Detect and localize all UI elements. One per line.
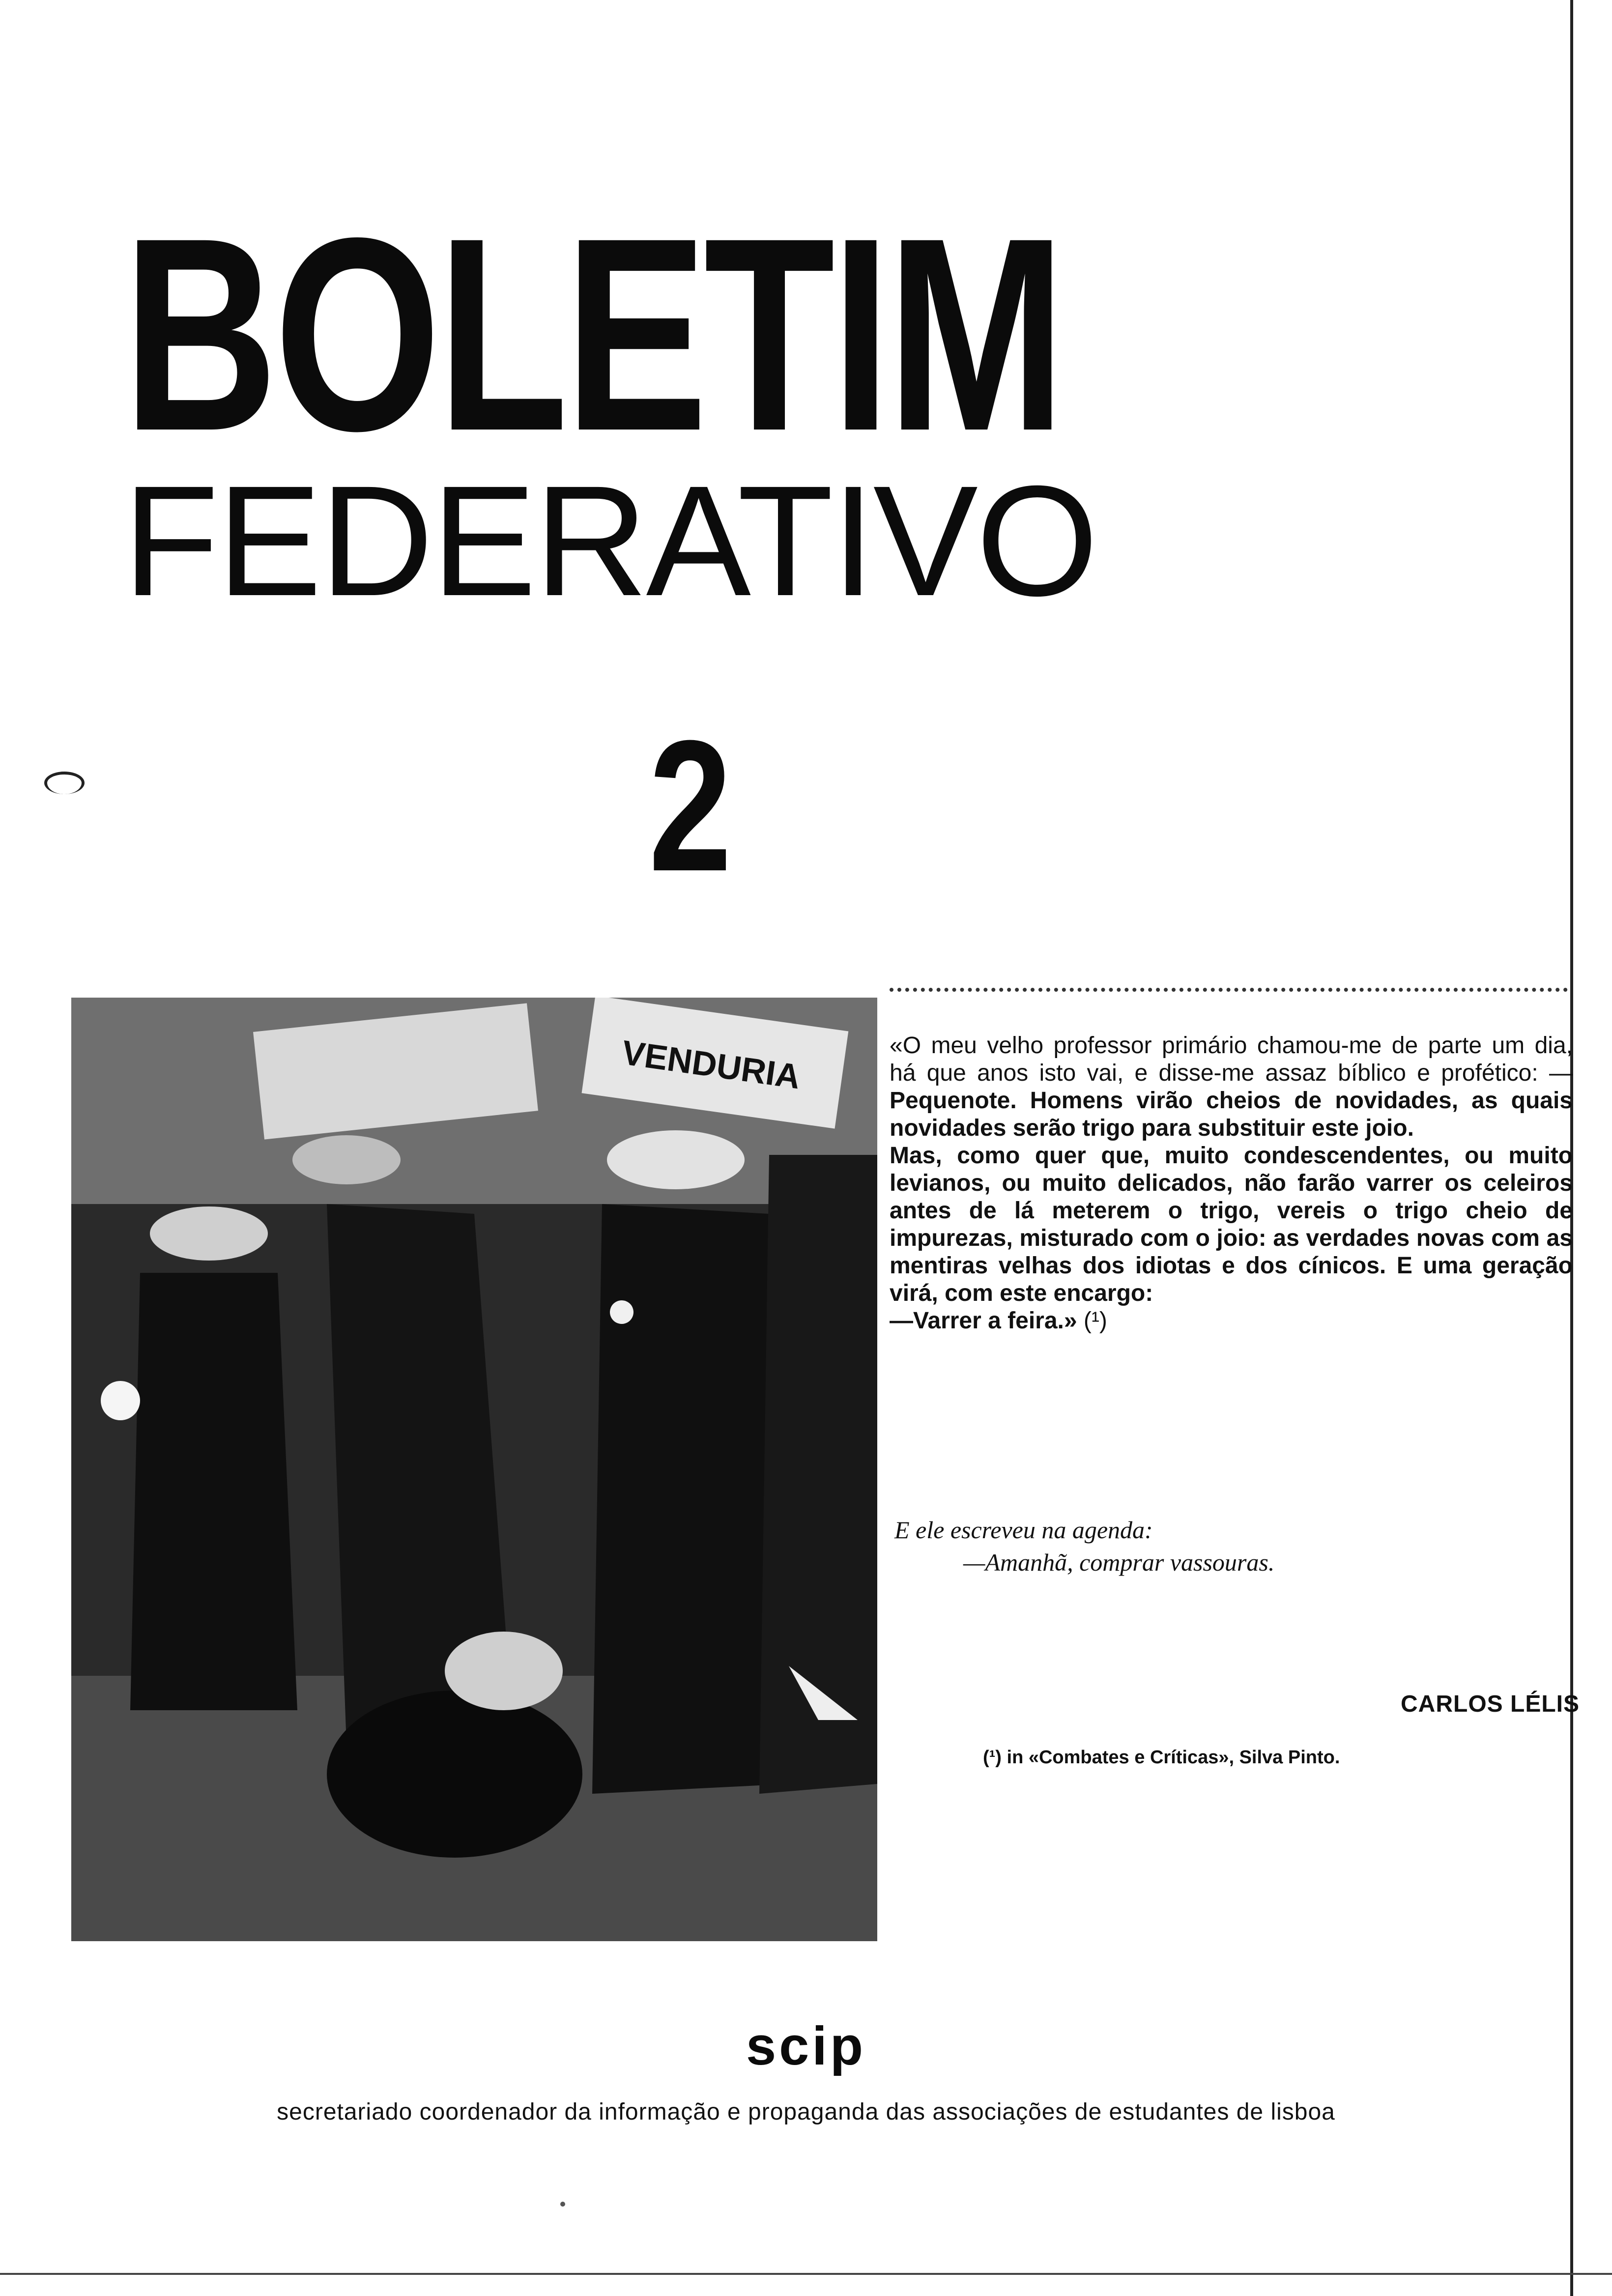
quote-paragraph-2 — [890, 1142, 1573, 1307]
afterword-line-2: —Amanhã, comprar vassouras. — [963, 1549, 1275, 1576]
footnote: (¹) in «Combates e Críticas», Silva Pinto. — [983, 1747, 1340, 1768]
quote-p1-bold: Pequenote. Homens virão cheios de novidades, as quais novidades serão trigo para substituir este joio. — [890, 1088, 1573, 1141]
protest-photo — [71, 998, 877, 1941]
afterword-block — [894, 1514, 1583, 1578]
quote-paragraph-3 — [890, 1307, 1573, 1335]
afterword-line-1: E ele escreveu na agenda: — [894, 1516, 1153, 1544]
protest-sign-text: VENDURIA — [619, 1033, 803, 1096]
quote-block — [890, 1032, 1573, 1335]
author-name: CARLOS LÉLIS — [1401, 1691, 1580, 1717]
dotted-divider — [890, 988, 1568, 992]
scan-mark — [44, 772, 85, 794]
page-bottom-rule — [0, 2273, 1612, 2275]
quote-p3-bold: —Varrer a feira.» — [890, 1308, 1077, 1334]
scan-speck — [560, 2202, 565, 2207]
org-full-name: secretariado coordenador da informação e propaganda das associações de estudantes de lisboa — [277, 2099, 1335, 2125]
quote-paragraph-1 — [890, 1032, 1573, 1142]
photo-illustration — [71, 998, 877, 1941]
quote-p1-plain: «O meu velho professor primário chamou-me de parte um dia, há que anos isto vai, e disse-me assaz bíblico e profético: — — [890, 1033, 1573, 1086]
issue-number: 2 — [649, 701, 732, 910]
org-acronym: scip — [746, 2016, 866, 2076]
quote-p2-bold: Mas, como quer que, muito condescendentes, ou muito levianos, ou muito delicados, não farão varrer os celeiros antes de lá meterem o trigo, vereis o trigo cheio de impurezas, misturado com o joio: as verdades novas com as mentiras velhas dos idiotas e dos cínicos. E uma geração virá, com este encargo: — [890, 1143, 1573, 1306]
masthead-subtitle: FEDERATIVO — [123, 453, 1096, 629]
masthead-title: BOLETIM — [123, 180, 1062, 488]
quote-p3-ref: (¹) — [1077, 1308, 1107, 1334]
